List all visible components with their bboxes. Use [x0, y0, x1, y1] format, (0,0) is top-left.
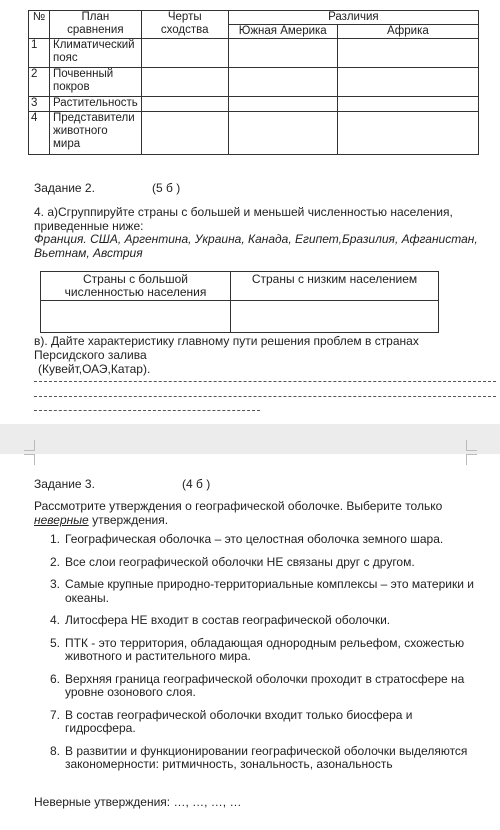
comparison-table: [28, 10, 479, 155]
list-item: [34, 578, 474, 605]
item-text: Самые крупные природно-территориальные комплексы – это материки и океаны.: [65, 577, 474, 605]
task2-points: (5 б ): [152, 181, 181, 195]
item-number: 4.: [50, 613, 61, 627]
page-corner-mark: [466, 454, 477, 465]
table-row: [29, 68, 479, 97]
answer-cell[interactable]: [141, 68, 228, 97]
answer-cell[interactable]: [228, 68, 337, 97]
answer-line[interactable]: [34, 396, 496, 397]
task3-intro-underlined: неверные: [34, 512, 89, 527]
answer-cell[interactable]: [228, 39, 337, 68]
item-number: 7.: [50, 707, 61, 722]
header-small-population: Страны с низким населением: [231, 272, 439, 301]
answer-cell[interactable]: [228, 97, 337, 112]
table-row: [29, 97, 479, 112]
answer-cell[interactable]: [337, 112, 478, 155]
answer-cell-large[interactable]: [41, 301, 231, 333]
list-item: [34, 745, 474, 772]
item-text: ПТК - это территория, обладающая однородным рельефом, схожестью животного и растительного мира.: [65, 635, 465, 663]
answer-cell-small[interactable]: [231, 301, 439, 333]
task2-question-a: 4. а)Сгруппируйте страны с большей и меньшей численностью населения, приведенные ниже:: [34, 205, 453, 233]
task2-title: Задание 2.: [34, 181, 95, 195]
item-number: 6.: [50, 671, 61, 686]
task2-countries: Франция. США, Аргентина, Украина, Канада, Египет,Бразилия, Афганистан, Вьетнам, Австрия: [34, 232, 478, 260]
page-corner-mark: [466, 440, 477, 451]
header-south-america: Южная Америка: [228, 25, 337, 39]
grouping-table: [40, 271, 439, 333]
task3-points: (4 б ): [182, 477, 211, 491]
row-label: Растительность: [50, 97, 142, 112]
answer-cell[interactable]: [141, 97, 228, 112]
row-number: 2: [29, 68, 50, 97]
task3-heading: [34, 477, 234, 491]
task2-question-b: в). Дайте характеристику главному пути решения проблем в странах Персидского залива: [34, 334, 419, 362]
answer-cell[interactable]: [141, 39, 228, 68]
task2-countries-b: (Кувейт,ОАЭ,Катар).: [38, 362, 151, 376]
row-number: 3: [29, 97, 50, 112]
list-item: [34, 533, 474, 547]
table-row: [29, 39, 479, 68]
header-plan: План сравнения: [50, 11, 142, 39]
row-number: 4: [29, 112, 50, 155]
answer-cell[interactable]: [337, 39, 478, 68]
header-africa: Африка: [337, 25, 478, 39]
item-number: 3.: [50, 577, 61, 591]
item-text: В развитии и функционировании географической оболочки выделяются закономерности: ритмичность, зональность, азональность: [65, 743, 468, 771]
answer-line[interactable]: [34, 381, 496, 382]
item-number: 8.: [50, 743, 61, 758]
task2-heading: [34, 181, 234, 195]
item-text: Географическая оболочка – это целостная оболочка земного шара.: [65, 532, 444, 546]
answer-line[interactable]: [34, 410, 260, 411]
header-num: №: [29, 11, 50, 39]
row-label: Представители животного мира: [50, 112, 142, 155]
answer-cell[interactable]: [337, 97, 478, 112]
item-number: 2.: [50, 554, 61, 569]
task3-title: Задание 3.: [34, 477, 95, 491]
list-item: [34, 637, 474, 664]
item-text: Верхняя граница географической оболочки проходит в стратосфере на уровне озонового слоя.: [65, 671, 465, 699]
answer-cell[interactable]: [228, 112, 337, 155]
task3-intro: [34, 500, 474, 527]
list-item: [34, 556, 474, 570]
header-large-population: Страны с большой численностью населения: [41, 272, 231, 301]
row-number: 1: [29, 39, 50, 68]
page-corner-mark: [24, 454, 35, 465]
header-differences: Различия: [228, 11, 478, 25]
page-break: [0, 424, 500, 454]
answer-prompt[interactable]: Неверные утверждения: …, …, …, …: [34, 795, 242, 809]
item-number: 5.: [50, 635, 61, 650]
statements-list: [34, 533, 474, 781]
item-number: 1.: [50, 532, 61, 546]
item-text: Литосфера НЕ входит в состав географической оболочки.: [65, 613, 391, 627]
list-item: [34, 614, 474, 628]
row-label: Почвенный покров: [50, 68, 142, 97]
answer-cell[interactable]: [141, 112, 228, 155]
item-text: Все слои географической оболочки НЕ связаны друг с другом.: [65, 554, 415, 569]
task3-intro-1: Рассмотрите утверждения о географической оболочке. Выберите только: [34, 499, 443, 513]
item-text: В состав географической оболочки входит только биосфера и гидросфера.: [65, 707, 413, 735]
list-item: [34, 673, 474, 700]
table-row: [29, 112, 479, 155]
task3-intro-2: утверждения.: [92, 512, 169, 527]
page-corner-mark: [24, 440, 35, 451]
header-similar: Черты сходства: [141, 11, 228, 39]
row-label: Климатический пояс: [50, 39, 142, 68]
answer-cell[interactable]: [337, 68, 478, 97]
list-item: [34, 709, 474, 736]
